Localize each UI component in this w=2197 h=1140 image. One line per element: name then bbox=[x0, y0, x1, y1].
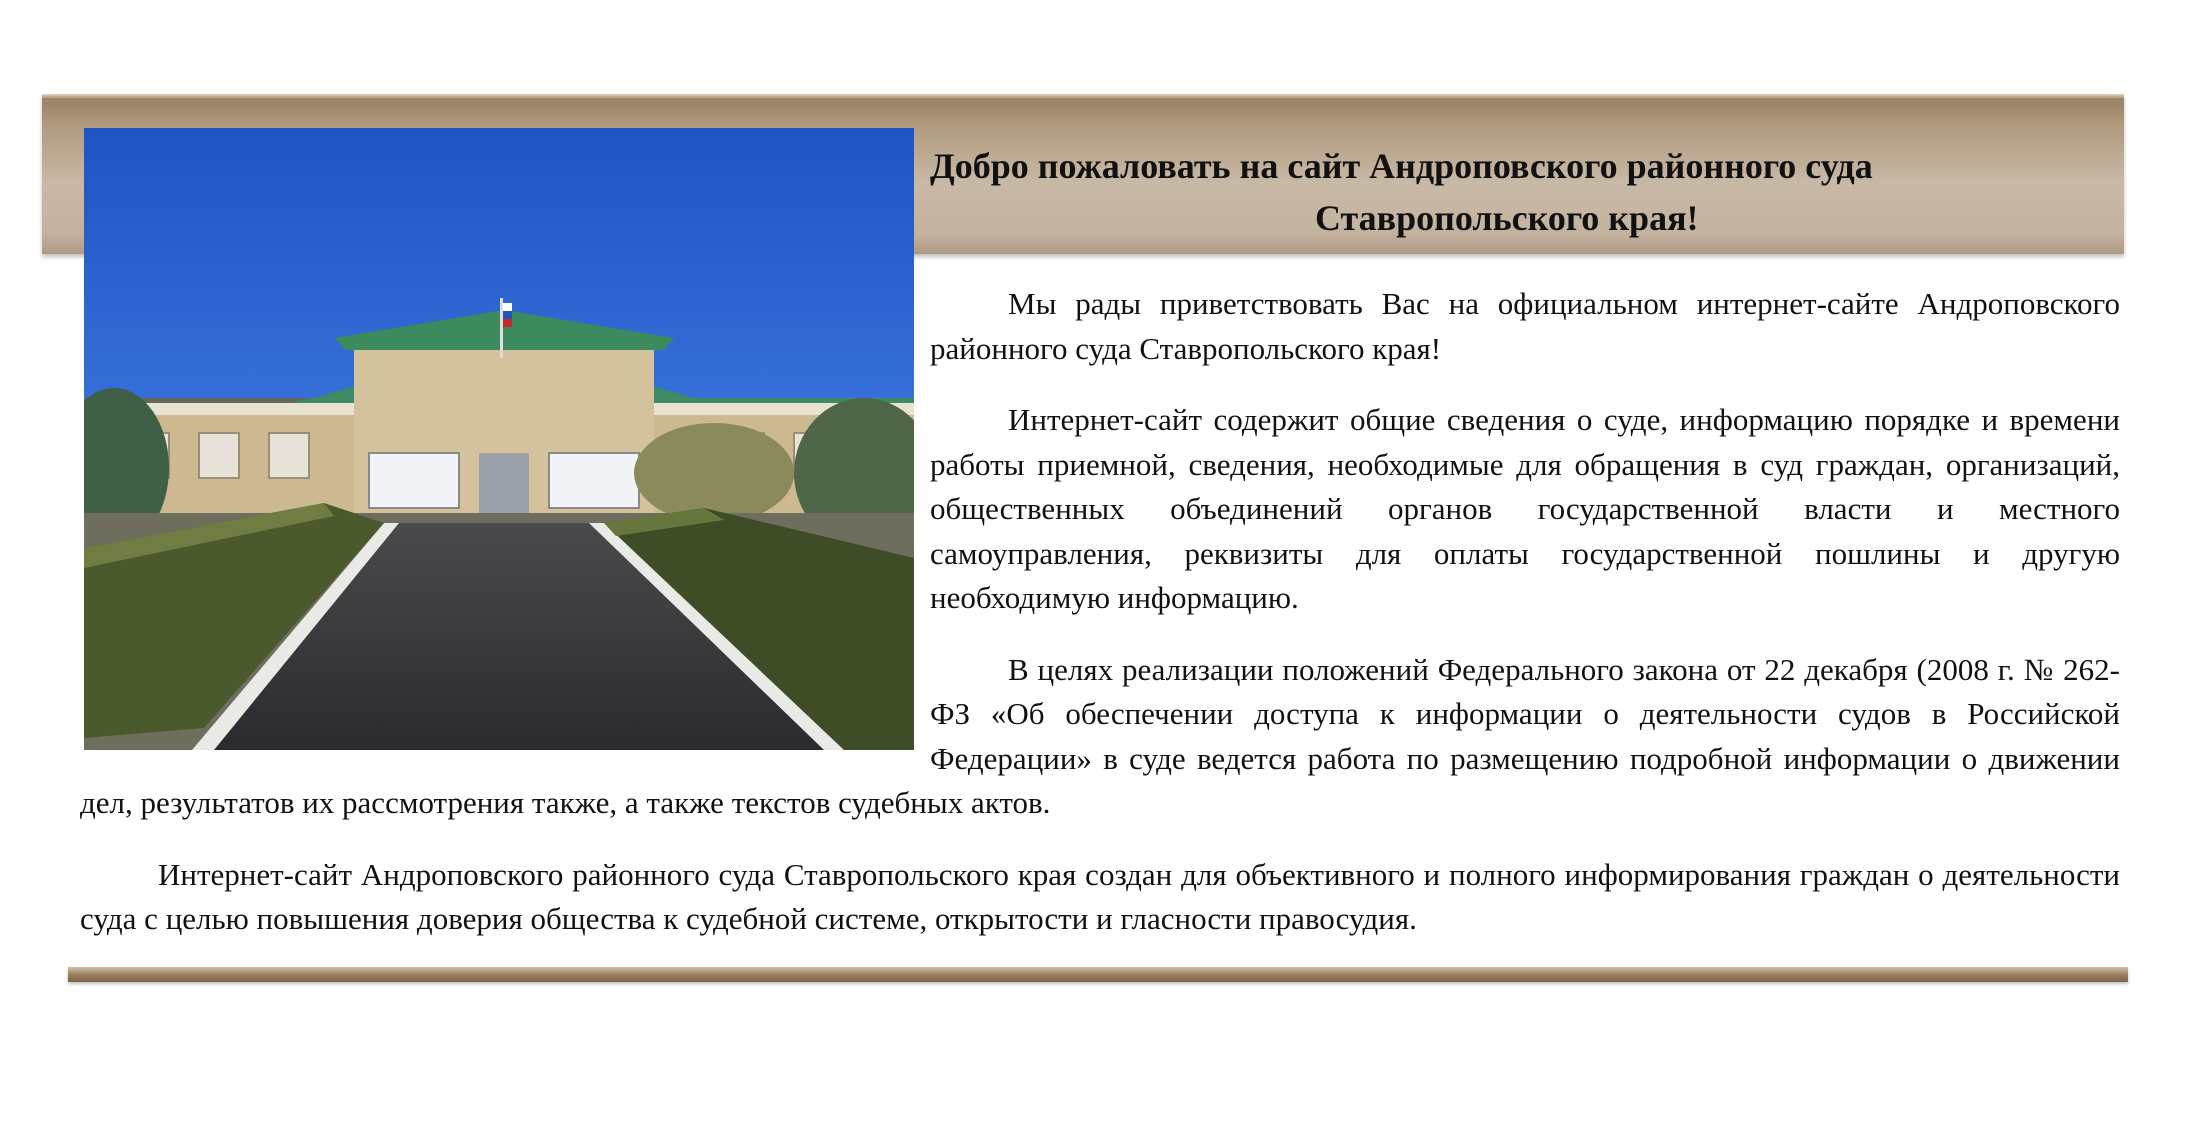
welcome-text bbox=[80, 282, 2120, 969]
page-title bbox=[930, 140, 2120, 244]
paragraph-site-purpose: Интернет-сайт Андроповского районного суда Ставропольского края создан для объективного и полного информирования граждан о деятельности суда с целью повышения доверия общества к судебной системе, открытости и гласности правосудия. bbox=[80, 856, 2120, 936]
page-title-line2: Ставропольского края! bbox=[1315, 198, 1699, 238]
photo-spacer bbox=[80, 282, 930, 750]
footer-band bbox=[68, 967, 2128, 982]
paragraph-greeting: Мы рады приветствовать Вас на официальном интернет-сайте Андроповского районного суда Ставропольского края! bbox=[930, 286, 2120, 366]
paragraph-federal-law: В целях реализации положений Федерального закона от 22 декабря (2008 г. № 262-ФЗ «Об обеспечении доступа к информации о деятельности судов в Российской Федерации» в суде ведется работа по размещению подробной информации о движении дел, результатов их рассмотрения также, а также текстов судебных актов. bbox=[80, 651, 2120, 820]
page-title-line1: Добро пожаловать на сайт Андроповского районного суда bbox=[930, 146, 1873, 186]
paragraph-site-contents: Интернет-сайт содержит общие сведения о суде, информацию порядке и времени работы приемной, сведения, необходимые для обращения в суд граждан, организаций, общественных объединений органов государственной власти и местного самоуправления, реквизиты для оплаты государственной пошлины и другую необходимую информацию. bbox=[930, 402, 2120, 615]
